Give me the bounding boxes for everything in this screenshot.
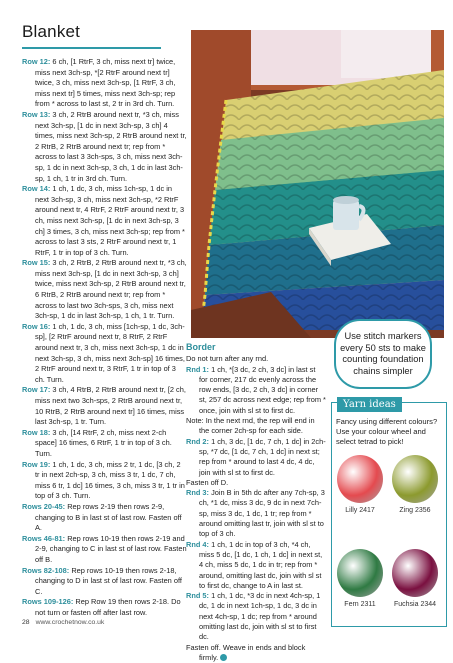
rows-46-81: Rows 46-81: Rep rows 10-19 then rows 2-19 and 2-9, changing to C in last st of last row. Fasten off B.: [22, 533, 187, 564]
row-14: Row 14: 1 ch, 1 dc, 3 ch, miss 1ch-sp, 1 dc in next 3ch-sp, 3 ch, miss next 3ch-sp, *2 RtrF around next tr, 4 RtrF, 2 RtrF around next tr, 3 ch, miss next 3ch-sp, [1 dc in next 3ch-sp, 3 ch] 3 times, 3 ch, miss next 3ch-sp; rep from * across to last 3 sts, 2 RtrF around next tr, 1 RtrF, 1 tr in top of 3 ch. Turn.: [22, 184, 185, 257]
tip-text: Use stitch markers every 50 sts to make counting foundation chains simpler: [340, 331, 426, 376]
row-15: Row 15: 3 ch, 2 RtrB, 2 RtrB around next tr, *3 ch, miss next 3ch-sp, [1 dc in next 3ch-sp, 3 ch] twice, miss next 3ch-sp, 2 RtrB around next tr, 6 RtrB, 2 RtrB around next tr; rep from * across to last two 3ch-sps, 3 ch, miss next 3ch-sp, 1 dc in last 3ch-sp, 1 ch, 1 tr. Turn.: [22, 258, 187, 321]
yarn-caption-fern: Fern 2311: [344, 601, 376, 608]
pattern-rows: [22, 57, 187, 618]
yarn-ideas-heading: Yarn ideas: [337, 397, 402, 412]
border-fasten-d: Fasten off D.: [186, 477, 229, 487]
row-13: Row 13: 3 ch, 2 RtrB around next tr, *3 ch, miss next 3ch-sp, [1 dc in next 3ch-sp, 3 ch] 4 times, miss next 3ch-sp, 2 RtrB around next tr, 2 RtrB, 2 RtrB around next tr; rep from * across to last 3 3ch-sps, 3 ch, miss next 3ch-sp, 1 dc in next 3ch-sp, 3 ch, 1 dc in last 3ch-sp, 1 ch, 1 tr in 3rd ch. Turn.: [22, 109, 187, 183]
yarn-caption-lilly: Lilly 2417: [345, 507, 375, 514]
border-rnd-1: Rnd 1: 1 ch, *[3 dc, 2 ch, 3 dc] in last st for corner, 217 dc evenly across the row ends, [3 dc, 2 ch, 3 dc] in corner st, 257 dc across next edge; rep from * once, join with sl st to first dc.: [186, 364, 326, 415]
rows-20-45: Rows 20-45: Rep rows 2-19 then rows 2-9, changing to B in last st of last row. Fasten off A.: [22, 501, 182, 533]
border-rnd-2: Rnd 2: 1 ch, 3 dc, [1 dc, 7 ch, 1 dc] in 2ch-sp, *7 dc, [1 dc, 7 ch, 1 dc] in next st; rep from * around to last 4 dc, 4 dc, join with sl st to first dc.: [186, 436, 326, 477]
yarn-ball-fuchsia: [392, 549, 438, 597]
yarn-caption-fuchsia: Fuchsia 2344: [393, 601, 437, 608]
border-rnd-3: Rnd 3: Join B in 5th dc after any 7ch-sp, 3 ch, *1 dc, miss 3 dc, 9 dc in next 7ch-sp, miss 3 dc, 1 dc, 1 tr; rep from * around omitting last tr, join with sl st to top of 3 ch.: [186, 488, 325, 539]
page-footer: [22, 619, 104, 626]
row-17: Row 17: 3 ch, 4 RtrB, 2 RtrB around next tr, [2 ch, miss next two 3ch-sps, 2 RtrB around next tr, 10 RtrB, 2 RtrB around next tr] 16 times, miss last 3ch-sp, 1 tr. Turn.: [22, 385, 186, 427]
yarn-ideas-box: [331, 399, 447, 627]
yarn-caption-zing: Zing 2356: [399, 507, 431, 514]
footer-url: www.crochetnow.co.uk: [35, 619, 105, 626]
yarn-ball-zing: [392, 455, 438, 503]
border-rnd-5: Rnd 5: 1 ch, 1 dc, *3 dc in next 4ch-sp, 1 dc, 1 dc in next 1ch-sp, 1 dc, 3 dc in next 4ch-sp, 1 dc; rep from * around omitting last dc, join with sl st to first dc.: [186, 591, 321, 642]
yarn-ideas-intro: Fancy using different colours? Use your colour wheel and select tetrad to pick!: [336, 417, 438, 446]
row-18: Row 18: 3 ch, [14 RtrF, 2 ch, miss next 2-ch space] 16 times, 6 RtrF, 1 tr in top of 3 ch. Turn.: [22, 427, 172, 458]
row-12: Row 12: 6 ch, [1 RtrF, 3 ch, miss next tr] twice, miss next 3ch-sp, *[2 RtrF around next tr] twice, 3 ch, miss next 3ch-sp, [1 RtrF, 3 ch, miss next tr] 5 times, miss next 3ch-sp; rep from * across to last st, 2 tr in 3rd ch. Turn.: [22, 57, 176, 109]
border-intro: Do not turn after any rnd.: [186, 354, 269, 364]
border-note: Note: In the next rnd, the rep will end in the corner 2ch-sp for each side.: [186, 416, 315, 436]
rows-82-108: Rows 82-108: Rep rows 10-19 then rows 2-18, changing to D in last st of last row. Fasten off C.: [22, 565, 182, 596]
row-16: Row 16: 1 ch, 1 dc, 3 ch, miss [1ch-sp, 1 dc, 3ch-sp], [2 RtrF around next tr, 8 RtrF, 2 RtrF around next tr, 3 ch, miss next 3ch-sp, 1 dc in next 3ch-sp, 3 ch, miss next 3ch-sp] 16 times, 2 RtrF around next tr, 3 RtrF, 1 tr in top of 3 ch. Turn.: [22, 321, 185, 384]
row-19: Row 19: 1 ch, 1 dc, 3 ch, miss 2 tr, 1 dc, [3 ch, 2 tr in next 2ch-sp, 3 ch, miss 3 tr, 1 dc, 7 ch, miss 6 tr, 1 dc] 16 times, 3 ch, miss 3 tr, 1 tr in top of 3 ch. Turn.: [22, 459, 185, 501]
end-dot-icon: [220, 654, 227, 661]
blanket-photo-illustration: [191, 30, 444, 338]
blanket-photo: [191, 30, 444, 338]
border-finish: Fasten off. Weave in ends and block firmly.: [186, 642, 306, 662]
page-number: 28: [22, 619, 30, 626]
rows-109-126: Rows 109-126: Rep Row 19 then rows 2-18. Do not turn or fasten off after last row.: [22, 597, 181, 617]
tip-bubble: [334, 319, 432, 389]
title-rule: [22, 47, 161, 49]
page-title: Blanket: [22, 22, 81, 41]
border-rnd-4: Rnd 4: 1 ch, 1 dc in top of 3 ch, *4 ch, miss 5 dc, [1 dc, 1 ch, 1 dc] in next st, 4 ch, miss 5 dc, 1 dc in tr; rep from * around, omitting last dc, join with sl st to first dc, change to A in last st.: [186, 539, 323, 590]
yarn-ball-fern: [337, 549, 383, 597]
yarn-ball-lilly: [337, 455, 383, 503]
border-section: [186, 342, 326, 663]
border-heading: Border: [186, 342, 216, 352]
